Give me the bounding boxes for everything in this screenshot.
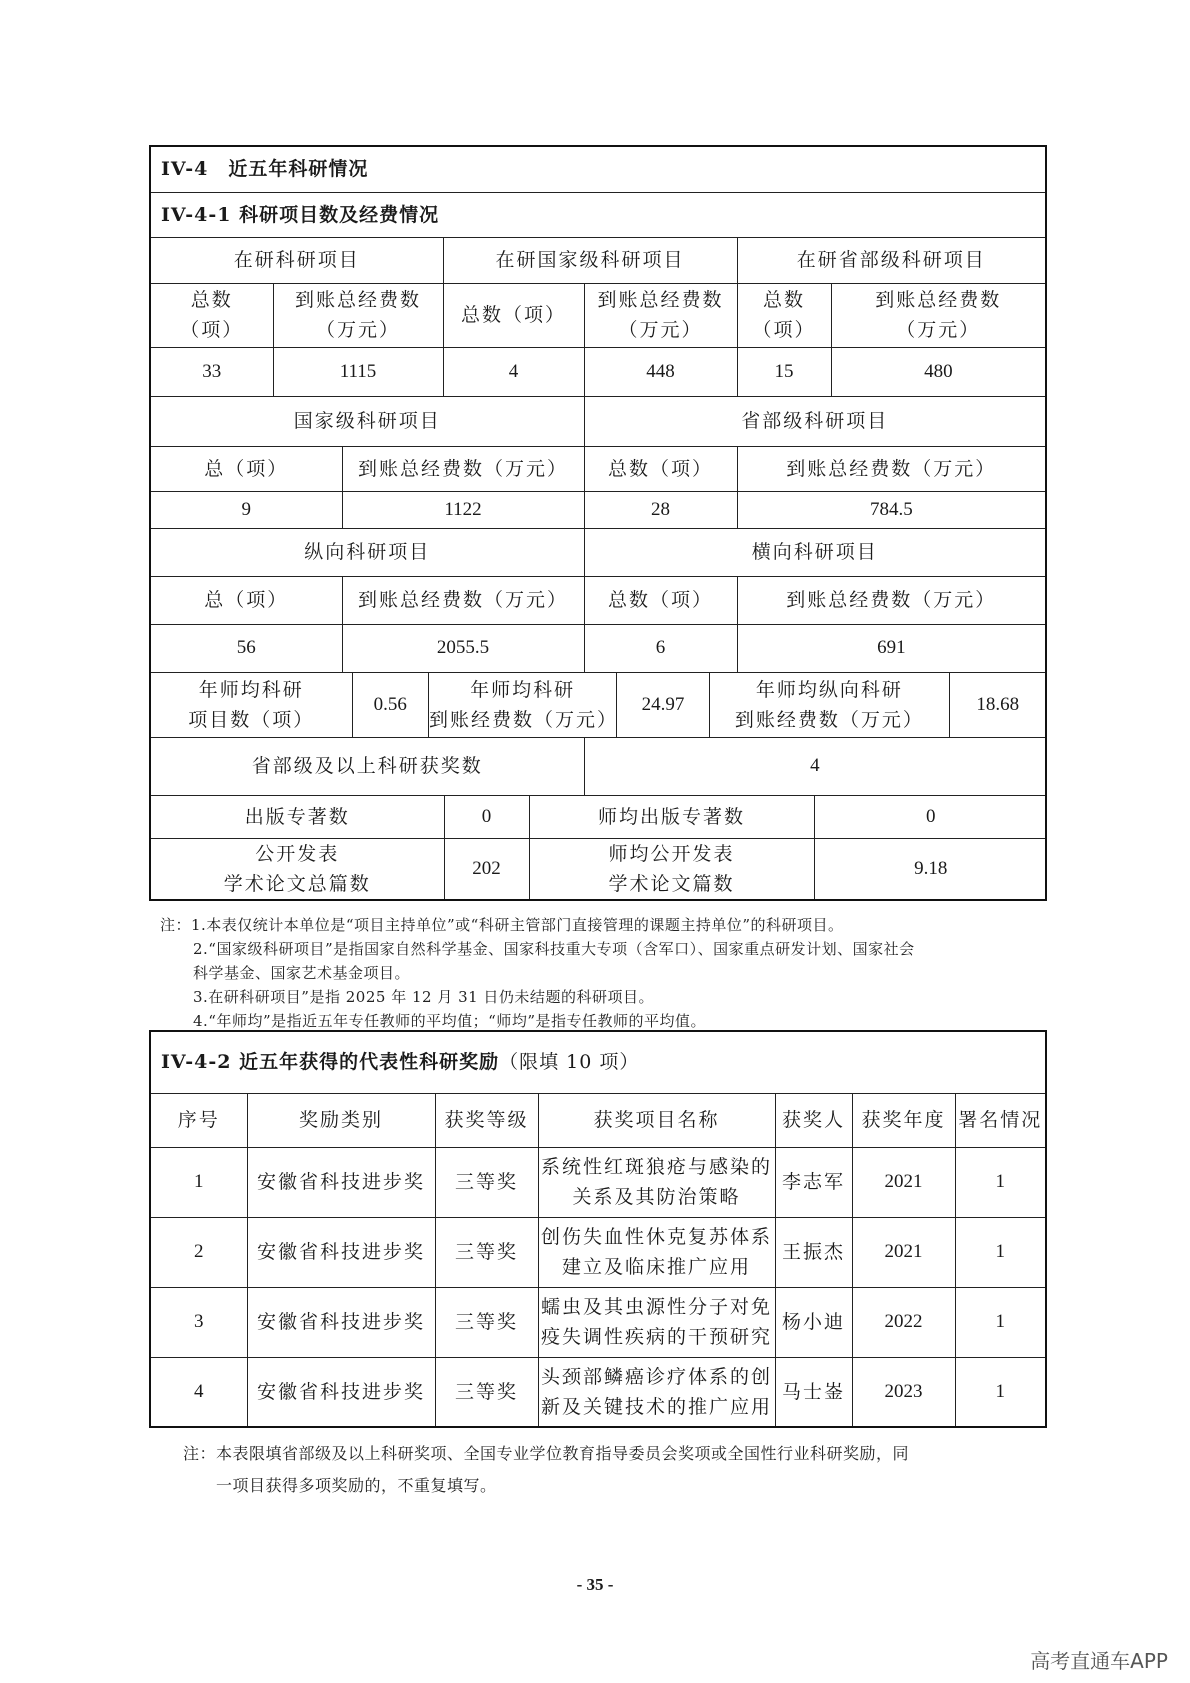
avg-value: 0.56	[352, 673, 428, 737]
awards-table	[149, 1030, 1047, 1428]
table-cell: 9	[150, 491, 342, 528]
column-header: 署名情况	[955, 1093, 1046, 1147]
averages-table	[151, 673, 1045, 737]
group-header: 在研省部级科研项目	[737, 237, 1046, 283]
award-project-name: 头颈部鳞癌诊疗体系的创 新及关键技术的推广应用	[538, 1357, 775, 1427]
column-header: 到账总经费数（万元）	[342, 446, 584, 491]
table-row	[150, 1357, 1046, 1427]
column-header: 获奖等级	[435, 1093, 538, 1147]
column-header: 获奖项目名称	[538, 1093, 775, 1147]
award-project-name: 创伤失血性休克复苏体系 建立及临床推广应用	[538, 1217, 775, 1287]
table-cell: 784.5	[737, 491, 1046, 528]
column-header: 奖励类别	[247, 1093, 435, 1147]
page-number: - 35 -	[576, 1575, 614, 1594]
avg-label: 年师均纵向科研 到账经费数（万元）	[709, 673, 950, 737]
watermark: 高考直通车APP	[1030, 1649, 1168, 1673]
column-header: 总（项）	[150, 576, 342, 624]
award-person: 马士崟	[775, 1357, 852, 1427]
award-no: 4	[150, 1357, 247, 1427]
table-cell: 56	[150, 624, 342, 672]
award-project-name: 系统性红斑狼疮与感染的 关系及其防治策略	[538, 1147, 775, 1217]
award-year: 2022	[852, 1287, 955, 1357]
table-cell: 4	[443, 347, 584, 396]
award-level: 三等奖	[435, 1357, 538, 1427]
award-rank: 1	[955, 1357, 1046, 1427]
column-header: 获奖人	[775, 1093, 852, 1147]
column-header: 总数（项）	[584, 576, 737, 624]
note-line: 2.“国家级科研项目”是指国家自然科学基金、国家科技重大专项（含军口）、国家重点研发计划、国家社会	[193, 940, 915, 958]
column-header: 到账总经费数 （万元）	[584, 283, 737, 347]
group-header: 纵向科研项目	[150, 528, 584, 576]
note-line: 一项目获得多项奖励的，不重复填写。	[216, 1476, 497, 1495]
table-cell: 6	[584, 624, 737, 672]
column-header: 到账总经费数（万元）	[342, 576, 584, 624]
award-rank: 1	[955, 1217, 1046, 1287]
note-line: 3.在研科研项目”是指 2025 年 12 月 31 日仍未结题的科研项目。	[193, 988, 654, 1006]
award-category: 安徽省科技进步奖	[247, 1147, 435, 1217]
table-cell: 691	[737, 624, 1046, 672]
award-category: 安徽省科技进步奖	[247, 1217, 435, 1287]
table-cell: 2055.5	[342, 624, 584, 672]
award-category: 安徽省科技进步奖	[247, 1287, 435, 1357]
award-category: 安徽省科技进步奖	[247, 1357, 435, 1427]
paper-avg-value: 9.18	[814, 839, 1047, 900]
award-person: 李志军	[775, 1147, 852, 1217]
column-header: 总数（项）	[584, 446, 737, 491]
paper-avg-label: 师均公开发表 学术论文篇数	[529, 839, 814, 900]
group-header: 在研科研项目	[150, 237, 443, 283]
column-header: 到账总经费数 （万元）	[273, 283, 443, 347]
avg-value: 18.68	[950, 673, 1045, 737]
table-cell: 33	[150, 347, 273, 396]
paper-label: 公开发表 学术论文总篇数	[151, 839, 444, 900]
group-header: 在研国家级科研项目	[443, 237, 737, 283]
award-project-name: 蠕虫及其虫源性分子对免 疫失调性疾病的干预研究	[538, 1287, 775, 1357]
awards-count-label: 省部级及以上科研获奖数	[150, 737, 584, 795]
table-cell: 28	[584, 491, 737, 528]
award-level: 三等奖	[435, 1217, 538, 1287]
column-header: 总（项）	[150, 446, 342, 491]
table-cell: 1115	[273, 347, 443, 396]
table-cell: 15	[737, 347, 831, 396]
award-level: 三等奖	[435, 1287, 538, 1357]
award-year: 2021	[852, 1147, 955, 1217]
publications-row	[150, 795, 1046, 900]
column-header: 总数 （项）	[737, 283, 831, 347]
column-header: 总数（项）	[443, 283, 584, 347]
avg-label: 年师均科研 到账经费数（万元）	[428, 673, 616, 737]
column-header: 到账总经费数 （万元）	[831, 283, 1046, 347]
subsection-title: IV-4-2 近五年获得的代表性科研奖励（限填 10 项）	[150, 1031, 1046, 1093]
award-no: 1	[150, 1147, 247, 1217]
averages-row	[150, 672, 1046, 737]
mono-label: 出版专著数	[151, 796, 444, 839]
table-cell: 480	[831, 347, 1046, 396]
mono-avg-value: 0	[814, 796, 1047, 839]
award-no: 3	[150, 1287, 247, 1357]
column-header: 获奖年度	[852, 1093, 955, 1147]
subsection-title: IV-4-1 科研项目数及经费情况	[150, 192, 1046, 237]
note-line: 注：1.本表仅统计本单位是“项目主持单位”或“科研主管部门直接管理的课题主持单位”的科研项目。	[160, 916, 844, 934]
award-rank: 1	[955, 1287, 1046, 1357]
awards-count-value: 4	[584, 737, 1046, 795]
column-header: 到账总经费数（万元）	[737, 576, 1046, 624]
column-header: 序号	[150, 1093, 247, 1147]
table-cell: 448	[584, 347, 737, 396]
table-row	[150, 1287, 1046, 1357]
mono-avg-label: 师均出版专著数	[529, 796, 814, 839]
research-projects-table	[149, 145, 1047, 901]
table-row	[150, 1217, 1046, 1287]
award-person: 王振杰	[775, 1217, 852, 1287]
mono-value: 0	[444, 796, 529, 839]
column-header: 到账总经费数（万元）	[737, 446, 1046, 491]
avg-value: 24.97	[617, 673, 709, 737]
table-row	[150, 1147, 1046, 1217]
award-no: 2	[150, 1217, 247, 1287]
avg-label: 年师均科研 项目数（项）	[151, 673, 352, 737]
paper-value: 202	[444, 839, 529, 900]
note-line: 4.“年师均”是指近五年专任教师的平均值；“师均”是指专任教师的平均值。	[193, 1012, 706, 1030]
column-header: 总数 （项）	[150, 283, 273, 347]
award-person: 杨小迪	[775, 1287, 852, 1357]
award-year: 2023	[852, 1357, 955, 1427]
award-level: 三等奖	[435, 1147, 538, 1217]
section-title: IV-4 近五年科研情况	[150, 146, 1046, 192]
note-line: 科学基金、国家艺术基金项目。	[193, 964, 411, 982]
table-cell: 1122	[342, 491, 584, 528]
award-year: 2021	[852, 1217, 955, 1287]
notes-block	[160, 913, 915, 1033]
notes-block	[183, 1438, 909, 1502]
award-rank: 1	[955, 1147, 1046, 1217]
group-header: 横向科研项目	[584, 528, 1046, 576]
note-line: 注：本表限填省部级及以上科研奖项、全国专业学位教育指导委员会奖项或全国性行业科研奖励，同	[183, 1444, 910, 1463]
group-header: 省部级科研项目	[584, 396, 1046, 446]
group-header: 国家级科研项目	[150, 396, 584, 446]
publications-table	[151, 796, 1047, 900]
